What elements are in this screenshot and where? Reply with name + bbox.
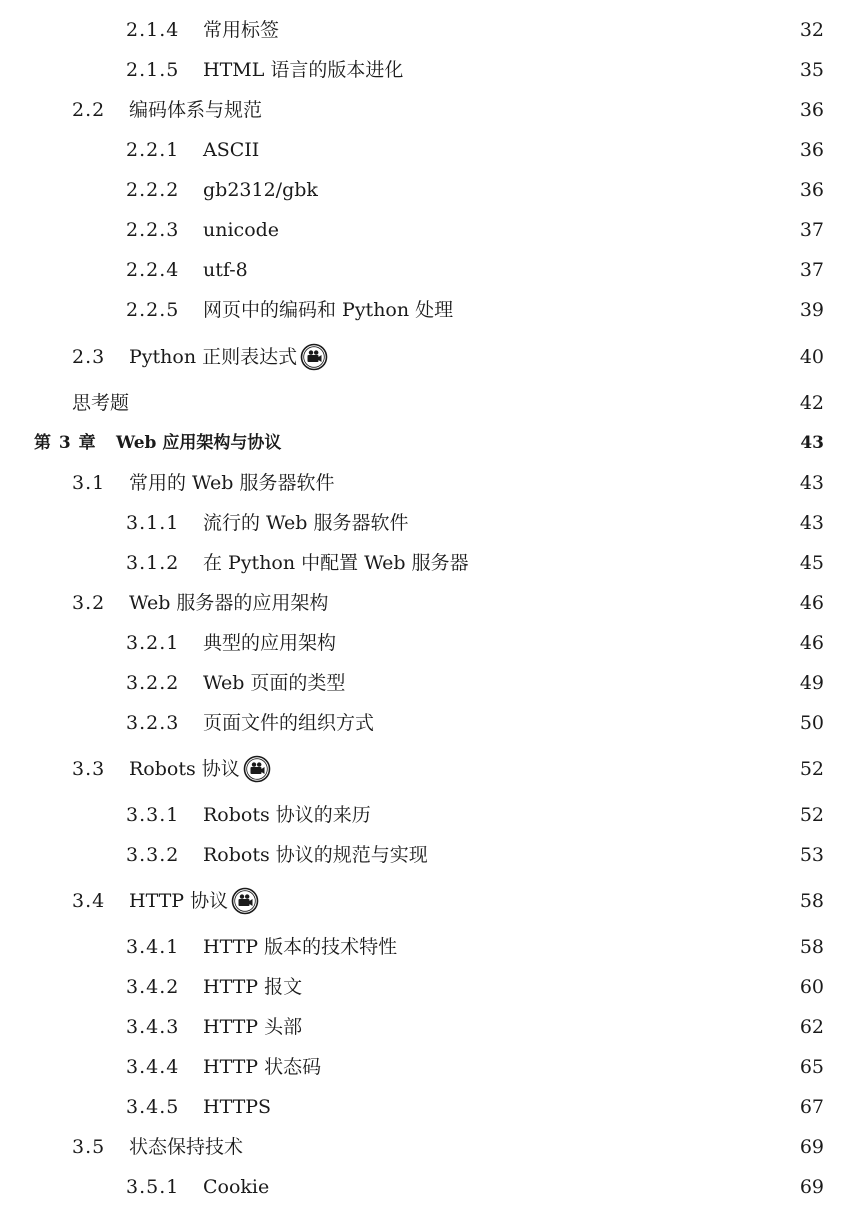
dot-leader (340, 468, 791, 498)
toc-page-number: 43 (799, 472, 824, 494)
toc-number: 3.4.1 (126, 936, 180, 958)
toc-page-number: 52 (799, 804, 824, 826)
toc-subsection-row (126, 215, 824, 245)
dot-leader (403, 932, 792, 962)
toc-title: HTTPS (203, 1096, 272, 1118)
toc-subsection-row (126, 628, 824, 658)
toc-page-number: 36 (799, 139, 824, 161)
toc-page-number: 62 (799, 1016, 824, 1038)
toc-page-number: 50 (799, 712, 824, 734)
dot-leader (475, 548, 792, 578)
toc-subsection-row (126, 135, 824, 165)
toc-title: HTTP 协议 (129, 890, 229, 912)
dot-leader (265, 886, 792, 916)
toc-title: HTTP 版本的技术特性 (203, 936, 398, 958)
toc-subsection-row (126, 255, 824, 285)
toc-page-number: 58 (799, 890, 824, 912)
toc-page-number: 36 (799, 179, 824, 201)
toc-subsection-row (126, 1092, 824, 1122)
toc-subsection-row (126, 932, 824, 962)
toc-number: 2.3 (72, 346, 106, 368)
toc-title: Web 页面的类型 (203, 672, 346, 694)
toc-title: 在 Python 中配置 Web 服务器 (203, 552, 469, 574)
toc-page-number: 53 (799, 844, 824, 866)
toc-title: HTTP 状态码 (203, 1056, 322, 1078)
toc-subsection-row (126, 668, 824, 698)
toc-section-row (72, 1132, 824, 1162)
toc-title: HTTP 报文 (203, 976, 303, 998)
toc-number: 3.2 (72, 592, 106, 614)
toc-subsection-row (126, 1172, 824, 1202)
toc-chapter-row (34, 428, 824, 458)
toc-number: 2.1.5 (126, 59, 180, 81)
toc-number: 2.2.5 (126, 299, 180, 321)
toc-number: 3.4.3 (126, 1016, 180, 1038)
dot-leader (459, 295, 792, 325)
toc-subsection-row (126, 548, 824, 578)
toc-number: 3.2.3 (126, 712, 180, 734)
dot-leader (334, 342, 792, 372)
toc-title: Python 正则表达式 (129, 346, 298, 368)
toc-page-number: 49 (799, 672, 824, 694)
toc-number: 2.1.4 (126, 19, 180, 41)
toc-page-number: 65 (799, 1056, 824, 1078)
toc-title: 流行的 Web 服务器软件 (203, 512, 409, 534)
toc-page-number: 35 (799, 59, 824, 81)
toc-page-number: 45 (799, 552, 824, 574)
toc-page-number: 69 (799, 1176, 824, 1198)
toc-number: 3.4.4 (126, 1056, 180, 1078)
dot-leader (268, 95, 792, 125)
toc-number: 3.4.5 (126, 1096, 180, 1118)
toc-page-number: 46 (799, 632, 824, 654)
toc-subsection-row (126, 972, 824, 1002)
toc-title: utf-8 (203, 259, 248, 281)
toc-page-number: 32 (799, 19, 824, 41)
dot-leader (265, 135, 792, 165)
dot-leader (409, 55, 791, 85)
toc-section-row (72, 588, 824, 618)
dot-leader (135, 388, 792, 418)
toc-title: HTTP 头部 (203, 1016, 303, 1038)
toc-page-number: 43 (800, 433, 824, 453)
toc-subsection-row (126, 840, 824, 870)
toc-title: gb2312/gbk (203, 179, 318, 201)
toc-page-number: 52 (799, 758, 824, 780)
dot-leader (434, 840, 792, 870)
toc-subsection-row (126, 1052, 824, 1082)
toc-number: 3.3 (72, 758, 106, 780)
toc-title: 状态保持技术 (129, 1136, 244, 1158)
toc-number: 2.2.4 (126, 259, 180, 281)
toc-page-number: 43 (799, 512, 824, 534)
dot-leader (249, 1132, 792, 1162)
toc-title: Robots 协议的来历 (203, 804, 371, 826)
toc-number: 2.2 (72, 99, 106, 121)
video-camera-icon (300, 343, 328, 371)
dot-leader (327, 1052, 792, 1082)
dot-leader (342, 628, 792, 658)
toc-subsection-row (126, 708, 824, 738)
toc-subsection-row (126, 295, 824, 325)
toc-section-row (72, 886, 824, 916)
toc-subsection-row (126, 1012, 824, 1042)
dot-leader (351, 668, 791, 698)
toc-number: 3.2.2 (126, 672, 180, 694)
toc-page-number: 46 (799, 592, 824, 614)
toc-title: Robots 协议的规范与实现 (203, 844, 428, 866)
toc-page-number: 69 (799, 1136, 824, 1158)
toc-subsection-row (126, 800, 824, 830)
toc-subsection-row (126, 15, 824, 45)
dot-leader (287, 428, 792, 458)
video-camera-icon (231, 887, 259, 915)
toc-number: 2.2.2 (126, 179, 180, 201)
toc-page-number: 37 (799, 259, 824, 281)
toc-title: 常用标签 (203, 19, 280, 41)
dot-leader (254, 255, 792, 285)
dot-leader (324, 175, 792, 205)
toc-subsection-row (126, 55, 824, 85)
toc-page-number: 67 (799, 1096, 824, 1118)
dot-leader (275, 1172, 792, 1202)
toc-number: 3.1.2 (126, 552, 180, 574)
toc-section-row (72, 468, 824, 498)
dot-leader (308, 972, 792, 1002)
toc-number: 3.4 (72, 890, 106, 912)
toc-title: 编码体系与规范 (129, 99, 263, 121)
toc-number: 3.1 (72, 472, 106, 494)
toc-title: 网页中的编码和 Python 处理 (203, 299, 454, 321)
toc-number: 3.5.1 (126, 1176, 180, 1198)
toc-title: 典型的应用架构 (203, 632, 337, 654)
dot-leader (308, 1012, 792, 1042)
toc-number: 3.3.1 (126, 804, 180, 826)
toc-page-number: 42 (799, 392, 824, 414)
toc-title: HTML 语言的版本进化 (203, 59, 404, 81)
toc-title: ASCII (203, 139, 260, 161)
toc-title: Cookie (203, 1176, 270, 1198)
toc-number: 3.4.2 (126, 976, 180, 998)
toc-section-row (72, 754, 824, 784)
toc-section-row (72, 342, 824, 372)
dot-leader (285, 15, 792, 45)
toc-number: 2.2.3 (126, 219, 180, 241)
toc-number: 3.3.2 (126, 844, 180, 866)
toc-title: Robots 协议 (129, 758, 240, 780)
dot-leader (414, 508, 791, 538)
dot-leader (380, 708, 792, 738)
toc-title: 常用的 Web 服务器软件 (129, 472, 335, 494)
dot-leader (277, 754, 792, 784)
toc-title: Web 服务器的应用架构 (129, 592, 329, 614)
dot-leader (377, 800, 792, 830)
toc-title: unicode (203, 219, 280, 241)
toc-number: 3.5 (72, 1136, 106, 1158)
toc-title: Web 应用架构与协议 (116, 433, 282, 453)
toc-title: 思考题 (72, 392, 130, 414)
toc-page-number: 37 (799, 219, 824, 241)
toc-subsection-row (126, 175, 824, 205)
toc-number: 3.2.1 (126, 632, 180, 654)
toc-page-number: 36 (799, 99, 824, 121)
toc-section-row (72, 388, 824, 418)
toc-title: 页面文件的组织方式 (203, 712, 375, 734)
dot-leader (334, 588, 791, 618)
dot-leader (285, 215, 792, 245)
toc-page-number: 40 (799, 346, 824, 368)
toc-section-row (72, 95, 824, 125)
toc-subsection-row (126, 508, 824, 538)
toc-number: 2.2.1 (126, 139, 180, 161)
video-camera-icon (243, 755, 271, 783)
toc-number: 第 3 章 (34, 433, 97, 453)
dot-leader (277, 1092, 792, 1122)
toc-number: 3.1.1 (126, 512, 180, 534)
toc-page-number: 60 (799, 976, 824, 998)
toc-page-number: 58 (799, 936, 824, 958)
toc-page-number: 39 (799, 299, 824, 321)
